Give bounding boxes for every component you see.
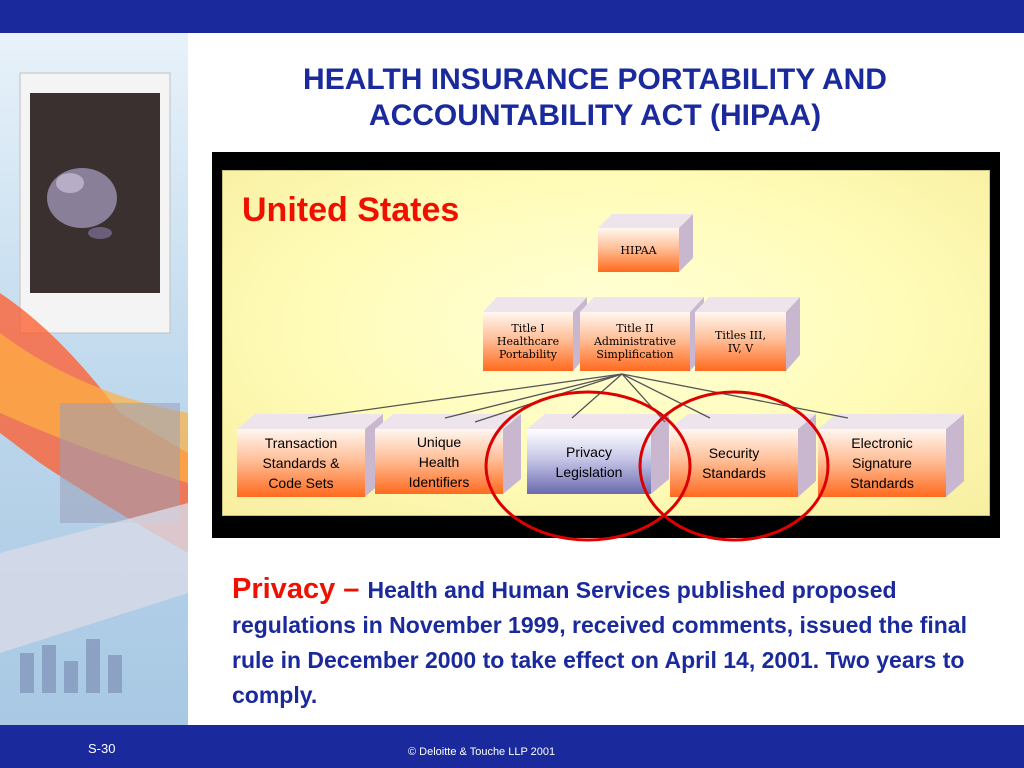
diagram-region-label: United States [242, 191, 460, 229]
copyright-notice: © Deloitte & Touche LLP 2001 [408, 746, 556, 758]
transaction-standards-label: Transaction Standards & Code Sets [262, 435, 340, 491]
security-highlight-circle [640, 392, 828, 540]
title-i-label: Title I Healthcare Portability [496, 322, 560, 361]
privacy-description [232, 572, 972, 713]
privacy-lead: Privacy [232, 573, 336, 605]
title-ii-label: Title II Administrative Simplification [593, 322, 677, 361]
slide-number: S-30 [88, 741, 116, 756]
privacy-highlight-circle [486, 392, 690, 540]
privacy-body-text: Health and Human Services published proposed regulations in November 1999, received comments, issued the final rule in December 2000 to take effect on April 14, 2001. Two years to comply. [232, 577, 967, 708]
titles-iii-v-label: Titles III, IV, V [715, 328, 766, 355]
privacy-legislation-label: Privacy Legislation [555, 443, 623, 480]
security-standards-label: Security Standards [702, 445, 766, 481]
electronic-signature-label: Electronic Signature Standards [850, 435, 914, 491]
slide-title: HEALTH INSURANCE PORTABILITY AND ACCOUNTABILITY ACT (HIPAA) [303, 63, 887, 132]
hipaa-box-label: HIPAA [620, 243, 657, 257]
privacy-dash: – [335, 573, 368, 605]
unique-health-identifiers-label: Unique Health Identifiers [408, 433, 470, 490]
